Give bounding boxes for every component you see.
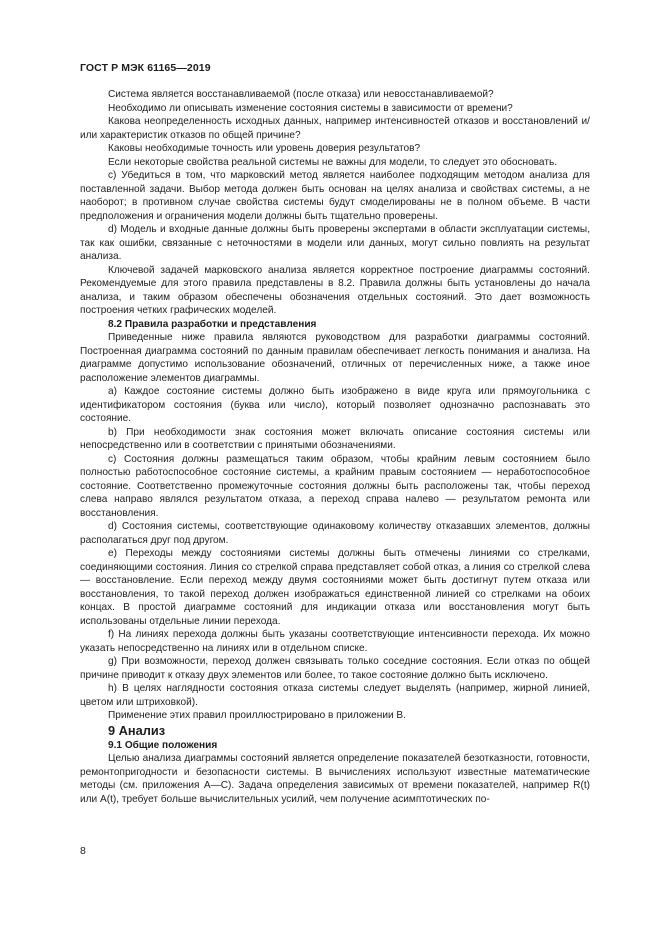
paragraph: Целью анализа диаграммы состояний является определение показателей безотказности, готовности, ремонтопригодности и безопасности системы. В вычислениях используют известные математические методы (см. приложения А—С). Задача определения зависимых от времени показателей, например R(t) или A(t), требует больше вычислительных усилий, чем получение асимптотических по- bbox=[80, 753, 590, 805]
paragraph: Применение этих правил проиллюстрировано в приложении В. bbox=[108, 710, 406, 721]
standard-header: ГОСТ Р МЭК 61165—2019 bbox=[80, 62, 211, 74]
list-item: d) Состояния системы, соответствующие одинаковому количеству отказавших элементов, должны располагаться друг под другом. bbox=[80, 521, 590, 546]
list-item: g) При возможности, переход должен связывать только соседние состояния. Если отказ по общей причине приводит к отказу двух элементов или более, то такое состояние должно быть исключено. bbox=[80, 656, 590, 681]
list-item: b) При необходимости знак состояния может включать описание состояния системы или непосредственно или в соответствии с принятыми обозначениями. bbox=[80, 426, 590, 451]
paragraph: Какова неопределенность исходных данных, например интенсивностей отказов и восстановлений и/или характеристик отказов по общей причине? bbox=[80, 116, 590, 141]
page-number: 8 bbox=[80, 845, 86, 857]
paragraph: Если некоторые свойства реальной системы не важны для модели, то следует это обосновать. bbox=[108, 156, 558, 168]
list-item: a) Каждое состояние системы должно быть изображено в виде круга или прямоугольника с идентификатором состояния (буква или число), который позволяет однозначно распознавать это состояние. bbox=[80, 386, 590, 424]
paragraph: Система является восстанавливаемой (после отказа) или невосстанавливаемой? bbox=[108, 89, 494, 100]
section-heading-9-1: 9.1 Общие положения bbox=[108, 739, 218, 751]
section-heading-8-2: 8.2 Правила разработки и представления bbox=[108, 318, 317, 330]
document-body bbox=[80, 88, 590, 806]
paragraph: Приведенные ниже правила являются руководством для разработки диаграммы состояний. Построенная диаграмма состояний по данным правилам обеспечивает легкость понимания и анализа. На диаграмме допустимо использование обозначений, отличных от перечисленных ниже, а также иное расположение элементов диаграммы. bbox=[80, 332, 590, 384]
list-item: c) Состояния должны размещаться таким образом, чтобы крайним левым состоянием было полностью работоспособное состояние системы, а крайним правым состоянием — неработоспособное состояние. Соответственно промежуточные состояния должны быть расположены так, чтобы переход слева направо являлся результатом отказа, а переход справа налево — результатом ремонта или восстановления. bbox=[80, 453, 590, 519]
paragraph: Каковы необходимые точность или уровень доверия результатов? bbox=[108, 143, 421, 154]
paragraph: d) Модель и входные данные должны быть проверены экспертами в области эксплуатации системы, так как ошибки, связанные с неточностями в модели или данных, могут сильно повлиять на результат анализа. bbox=[80, 224, 590, 262]
paragraph: c) Убедиться в том, что марковский метод является наиболее подходящим методом анализа для поставленной задачи. Выбор метода должен быть основан на целях анализа и свойствах системы, а не наоборот; в противном случае свойства системы будут смоделированы не в полном объеме. В части предположения и ограничения модели должны быть тщательно проверены. bbox=[80, 170, 590, 222]
list-item: f) На линиях перехода должны быть указаны соответствующие интенсивности перехода. Их можно указать непосредственно на линиях или в отдельном списке. bbox=[80, 629, 590, 654]
list-item: e) Переходы между состояниями системы должны быть отмечены линиями со стрелками, соединяющими состояния. Линия со стрелкой справа представляет собой отказ, а линия со стрелкой слева — восстановление. Если переход между двумя состояниями может быть достигнут путем отказа или восстановления, то такой переход должен изображаться единственной линией со стрелками на обоих концах. В простой диаграмме состояний для индикации отказа или восстановления могут быть использованы отдельные линии перехода. bbox=[80, 548, 590, 627]
paragraph: Ключевой задачей марковского анализа является корректное построение диаграммы состояний. Рекомендуемые для этого правила представлены в 8.2. Правила должны быть установлены до начала анализа, и таким образом обеспечены обозначения отдельных состояний. Это дает возможность построения четких графических моделей. bbox=[80, 264, 590, 316]
list-item: h) В целях наглядности состояния отказа системы следует выделять (например, жирной линией, цветом или штриховкой). bbox=[80, 683, 590, 708]
section-heading-9: 9 Анализ bbox=[108, 722, 166, 738]
paragraph: Необходимо ли описывать изменение состояния системы в зависимости от времени? bbox=[108, 102, 513, 114]
